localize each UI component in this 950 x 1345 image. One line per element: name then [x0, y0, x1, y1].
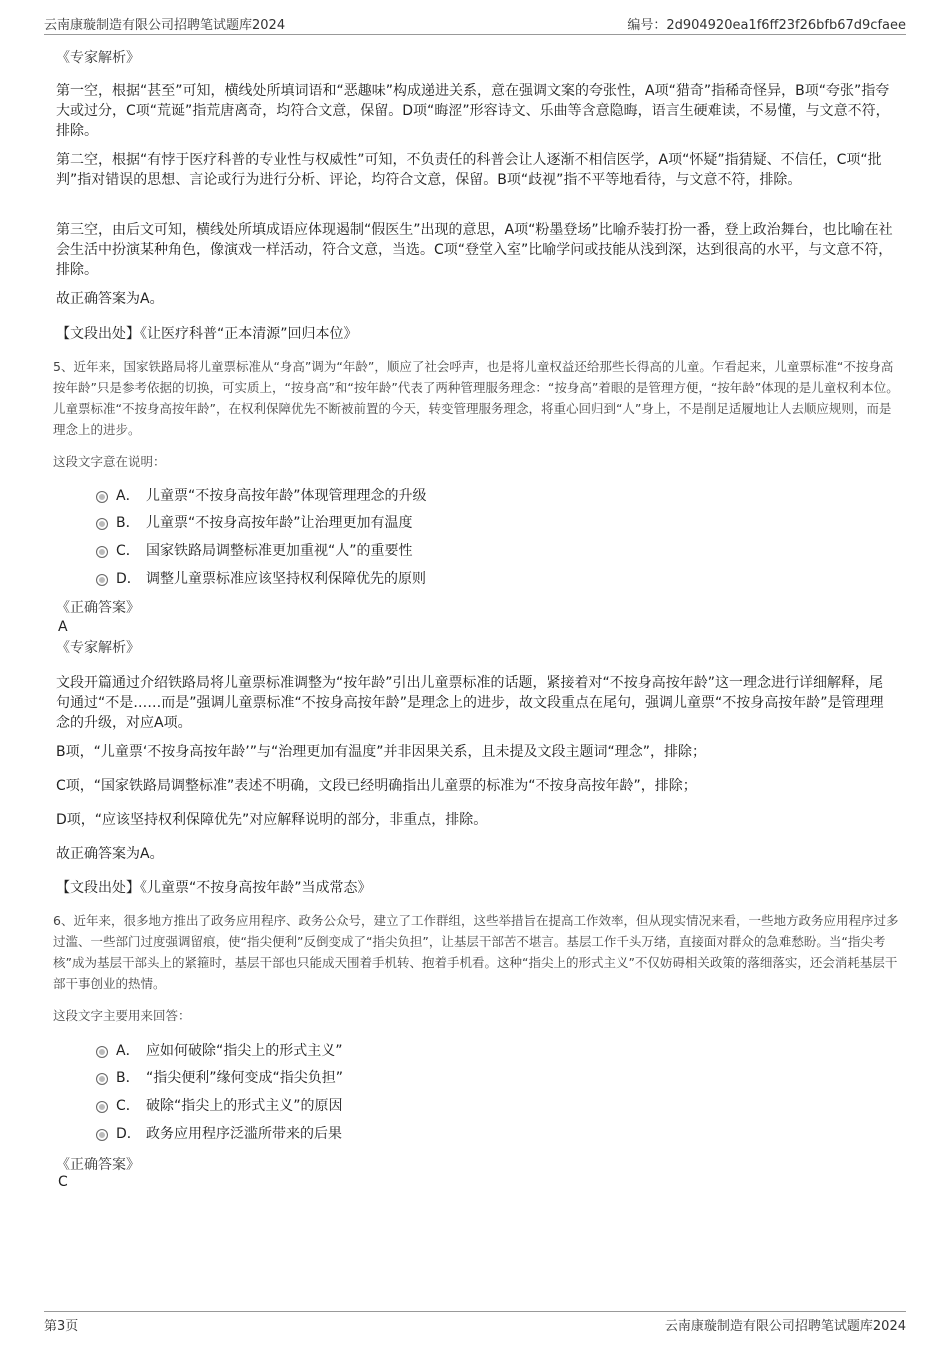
option-letter: C．: [116, 543, 140, 559]
option-text: 儿童票“不按身高按年龄”体现管理理念的升级: [146, 488, 427, 504]
option-text: 应如何破除“指尖上的形式主义”: [146, 1043, 343, 1059]
q5-option-c[interactable]: [96, 541, 413, 561]
q4-analysis-para2: 第二空，根据“有悖于医疗科普的专业性与权威性”可知，不负责任的科普会让人逐渐不相信医学，A项“怀疑”指猜疑、不信任，C项“批判”指对错误的思想、言论或行为进行分析、评论，均符合文意，保留。B项“歧视”指不平等地看待，与文意不符，排除。: [56, 152, 882, 188]
q5-option-b[interactable]: [96, 513, 413, 533]
option-text: 国家铁路局调整标准更加重视“人”的重要性: [146, 543, 413, 559]
q5-option-d[interactable]: [96, 569, 426, 589]
q4-analysis-para1: 第一空，根据“甚至”可知，横线处所填词语和“恶趣味”构成递进关系，意在强调文案的夸张性，A项“猎奇”指稀奇怪异，B项“夸张”指夸大或过分，C项“荒诞”指荒唐离奇，均符合文意，保留。D项“晦涩”形容诗文、乐曲等含意隐晦，语言生硬难读，不易懂，与文意不符，排除。: [56, 83, 890, 139]
footer-title: 云南康璇制造有限公司招聘笔试题库2024: [664, 1319, 906, 1334]
option-letter: A．: [116, 1043, 140, 1059]
q6-prompt: 这段文字主要用来回答：: [53, 1008, 191, 1023]
q5-analysis-para2: B项，“儿童票‘不按身高按年龄’”与“治理更加有温度”并非因果关系，且未提及文段主题词“理念”，排除；: [56, 744, 707, 760]
q6-option-b[interactable]: [96, 1068, 343, 1088]
radio-icon[interactable]: [96, 1046, 108, 1058]
option-letter: B．: [116, 1070, 140, 1086]
option-text: 调整儿童票标准应该坚持权利保障优先的原则: [146, 571, 426, 587]
q4-analysis-para3: 第三空，由后文可知，横线处所填成语应体现遏制“假医生”出现的意思，A项“粉墨登场”比喻乔装打扮一番，登上政治舞台，也比喻在社会生活中扮演某种角色，像演戏一样活动，符合文意，当选。C项“登堂入室”比喻学问或技能从浅到深，达到很高的水平，与文意不符，排除。: [56, 222, 893, 278]
q4-conclusion: 故正确答案为A。: [56, 291, 164, 307]
radio-icon[interactable]: [96, 1073, 108, 1085]
radio-icon[interactable]: [96, 574, 108, 586]
q5-stem: 5、近年来，国家铁路局将儿童票标准从“身高”调为“年龄”，顺应了社会呼声，也是将儿童权益还给那些长得高的儿童。乍看起来，儿童票标准“不按身高按年龄”只是参考依据的切换，可实质上，“按身高”和“按年龄”代表了两种管理服务理念：“按身高”着眼的是管理方便，“按年龄”体现的是儿童权利本位。儿童票标准“不按身高按年龄”，在权利保障优先不断被前置的今天，转变管理服务理念，将重心回归到“人”身上，不是削足适履地让人去顺应规则，而是理念上的进步。: [53, 359, 899, 437]
option-letter: B．: [116, 515, 140, 531]
option-letter: D．: [116, 571, 141, 587]
q5-option-a[interactable]: [96, 486, 427, 506]
option-letter: A．: [116, 488, 140, 504]
option-letter: D．: [116, 1126, 141, 1142]
radio-icon[interactable]: [96, 1129, 108, 1141]
q5-analysis-para4: D项，“应该坚持权利保障优先”对应解释说明的部分，非重点，排除。: [56, 812, 488, 828]
option-text: 政务应用程序泛滥所带来的后果: [146, 1126, 342, 1142]
q6-answer-tag: 《正确答案》: [56, 1157, 140, 1173]
radio-icon[interactable]: [96, 491, 108, 503]
option-text: “指尖便利”缘何变成“指尖负担”: [146, 1070, 344, 1086]
header-title: 云南康璇制造有限公司招聘笔试题库2024: [44, 18, 286, 33]
q6-option-c[interactable]: [96, 1096, 343, 1116]
q4-source: 【文段出处】《让医疗科普“正本清源”回归本位》: [56, 326, 358, 342]
q5-expert-tag: 《专家解析》: [56, 640, 140, 656]
q5-analysis-para1: 文段开篇通过介绍铁路局将儿童票标准调整为“按年龄”引出儿童票标准的话题，紧接着对“不按身高按年龄”这一理念进行详细解释，尾句通过“不是……而是”强调儿童票标准“不按身高按年龄”是理念上的进步，故文段重点在尾句，强调儿童票“不按身高按年龄”是管理理念的升级，对应A项。: [56, 675, 884, 731]
q5-analysis-para3: C项，“国家铁路局调整标准”表述不明确，文段已经明确指出儿童票的标准为“不按身高按年龄”，排除；: [56, 778, 697, 794]
radio-icon[interactable]: [96, 518, 108, 530]
q5-answer: A: [58, 619, 68, 635]
radio-icon[interactable]: [96, 546, 108, 558]
q4-expert-tag: 《专家解析》: [56, 50, 140, 66]
q5-conclusion: 故正确答案为A。: [56, 846, 164, 862]
page-footer: [44, 1311, 906, 1334]
q6-option-a[interactable]: [96, 1041, 343, 1061]
option-text: 儿童票“不按身高按年龄”让治理更加有温度: [146, 515, 413, 531]
q6-option-d[interactable]: [96, 1124, 342, 1144]
radio-icon[interactable]: [96, 1101, 108, 1113]
q5-prompt: 这段文字意在说明：: [53, 454, 166, 469]
option-text: 破除“指尖上的形式主义”的原因: [146, 1098, 343, 1114]
header-serial-number: 编号：2d904920ea1f6ff23f26bfb67d9cfaee: [627, 18, 906, 33]
q5-source: 【文段出处】《儿童票“不按身高按年龄”当成常态》: [56, 880, 372, 896]
q5-answer-tag: 《正确答案》: [56, 600, 140, 616]
q6-stem: 6、近年来，很多地方推出了政务应用程序、政务公众号，建立了工作群组，这些举措旨在提高工作效率，但从现实情况来看，一些地方政务应用程序过多过滥、一些部门过度强调留痕，使“指尖便利”反倒变成了“指尖负担”，让基层干部苦不堪言。基层工作千头万绪，直接面对群众的急难愁盼。当“指尖考核”成为基层干部头上的紧箍时，基层干部也只能成天围着手机转、抱着手机看。这种“指尖上的形式主义”不仅妨碍相关政策的落细落实，还会消耗基层干部干事创业的热情。: [53, 913, 899, 991]
q6-answer: C: [58, 1174, 68, 1190]
page-number: 第3页: [44, 1319, 79, 1334]
option-letter: C．: [116, 1098, 140, 1114]
page-header: [44, 14, 906, 35]
